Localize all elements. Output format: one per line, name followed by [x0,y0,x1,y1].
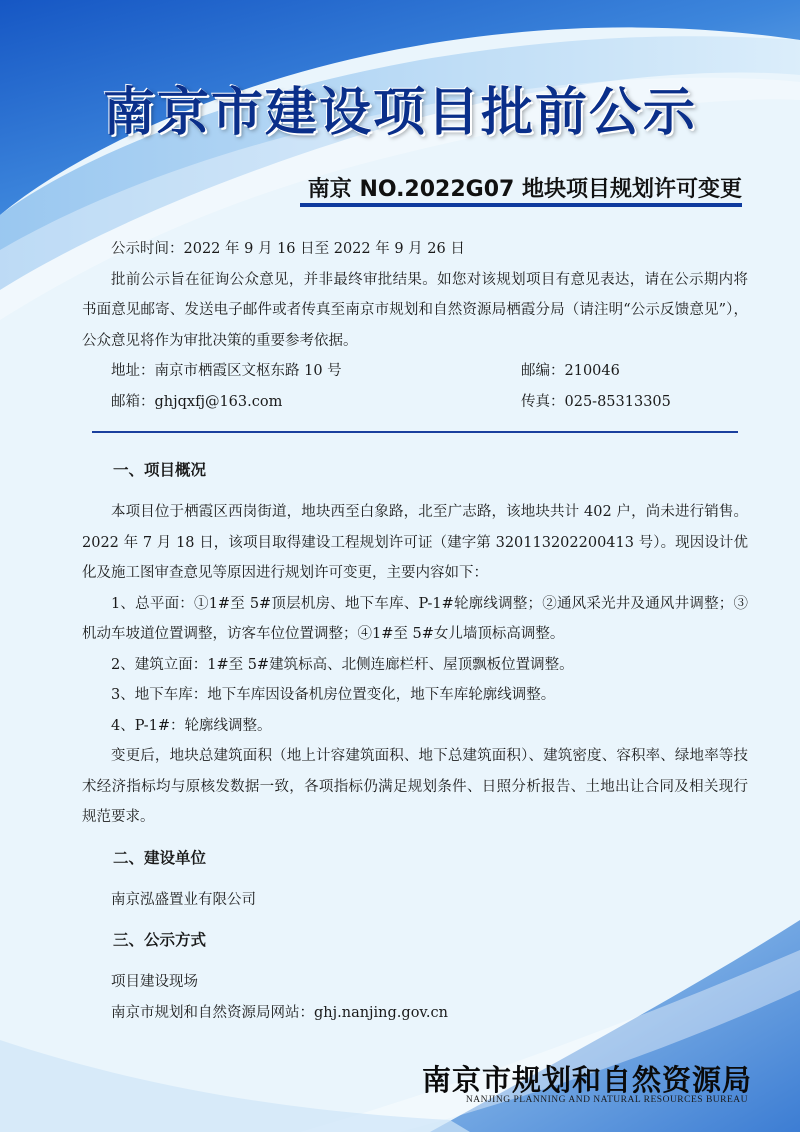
overview-item-2: 2、建筑立面：1#至 5#建筑标高、北侧连廊栏杆、屋顶飘板位置调整。 [111,656,574,673]
overview-item-3: 3、地下车库：地下车库因设备机房位置变化，地下车库轮廓线调整。 [111,687,556,703]
section-divider [92,431,738,433]
subtitle-underline [300,203,742,207]
overview-item-1: 1、总平面：①1#至 5#顶层机房、地下车库、P-1#轮廓线调整；②通风采光井及通风井调整；③机动车坡道位置调整，访客车位位置调整；④1#至 5#女儿墙顶标高调整。 [82,595,748,642]
email: 邮箱：ghjqxfj@163.com [111,393,283,410]
overview-item-4: 4、P-1#：轮廓线调整。 [111,717,272,734]
section-heading-method: 三、公示方式 [113,931,207,949]
postcode: 邮编：210046 [521,363,620,379]
issuer-name: 南京市规划和自然资源局 [421,1063,752,1097]
method-line-2: 南京市规划和自然资源局网站：ghj.nanjing.gov.cn [111,1004,448,1021]
publicity-time: 公示时间：2022 年 9 月 16 日至 2022 年 9 月 26 日 [111,241,465,257]
page-title: 南京市建设项目批前公示 [102,83,697,143]
overview-paragraph: 本项目位于栖霞区西岗街道，地块西至白象路，北至广志路，该地块共计 402 户，尚未进行销售。2022 年 7 月 18 日，该项目取得建设工程规划许可证（建字第 320113202200413 号）。现因设计优化及施工图审查意见等原因进行规划许可变更，主要内容如下： [82,504,748,581]
page-subtitle: 南京 NO.2022G07 地块项目规划许可变更 [307,177,742,202]
builder-name: 南京泓盛置业有限公司 [111,891,256,908]
contact-row-1 [82,356,748,387]
notice-body [82,234,748,1028]
method-line-1: 项目建设现场 [111,974,198,990]
address: 地址：南京市栖霞区文枢东路 10 号 [111,363,342,379]
section-heading-overview: 一、项目概况 [113,461,207,479]
section-heading-builder: 二、建设单位 [113,848,207,867]
fax: 传真：025-85313305 [521,393,671,410]
notice-paragraph: 批前公示旨在征询公众意见，并非最终审批结果。如您对该规划项目有意见表达，请在公示期内将书面意见邮寄、发送电子邮件或者传真至南京市规划和自然资源局栖霞分局（请注明“公示反馈意见”），公众意见将作为审批决策的重要参考依据。 [82,271,748,349]
overview-conclusion: 变更后，地块总建筑面积（地上计容建筑面积、地下总建筑面积）、建筑密度、容积率、绿地率等技术经济指标均与原核发数据一致，各项指标仍满足规划条件、日照分析报告、土地出让合同及相关现行规范要求。 [82,748,748,825]
contact-row-2 [82,387,748,418]
issuer-name-english: NANJING PLANNING AND NATURAL RESOURCES BUREAU [465,1095,748,1105]
